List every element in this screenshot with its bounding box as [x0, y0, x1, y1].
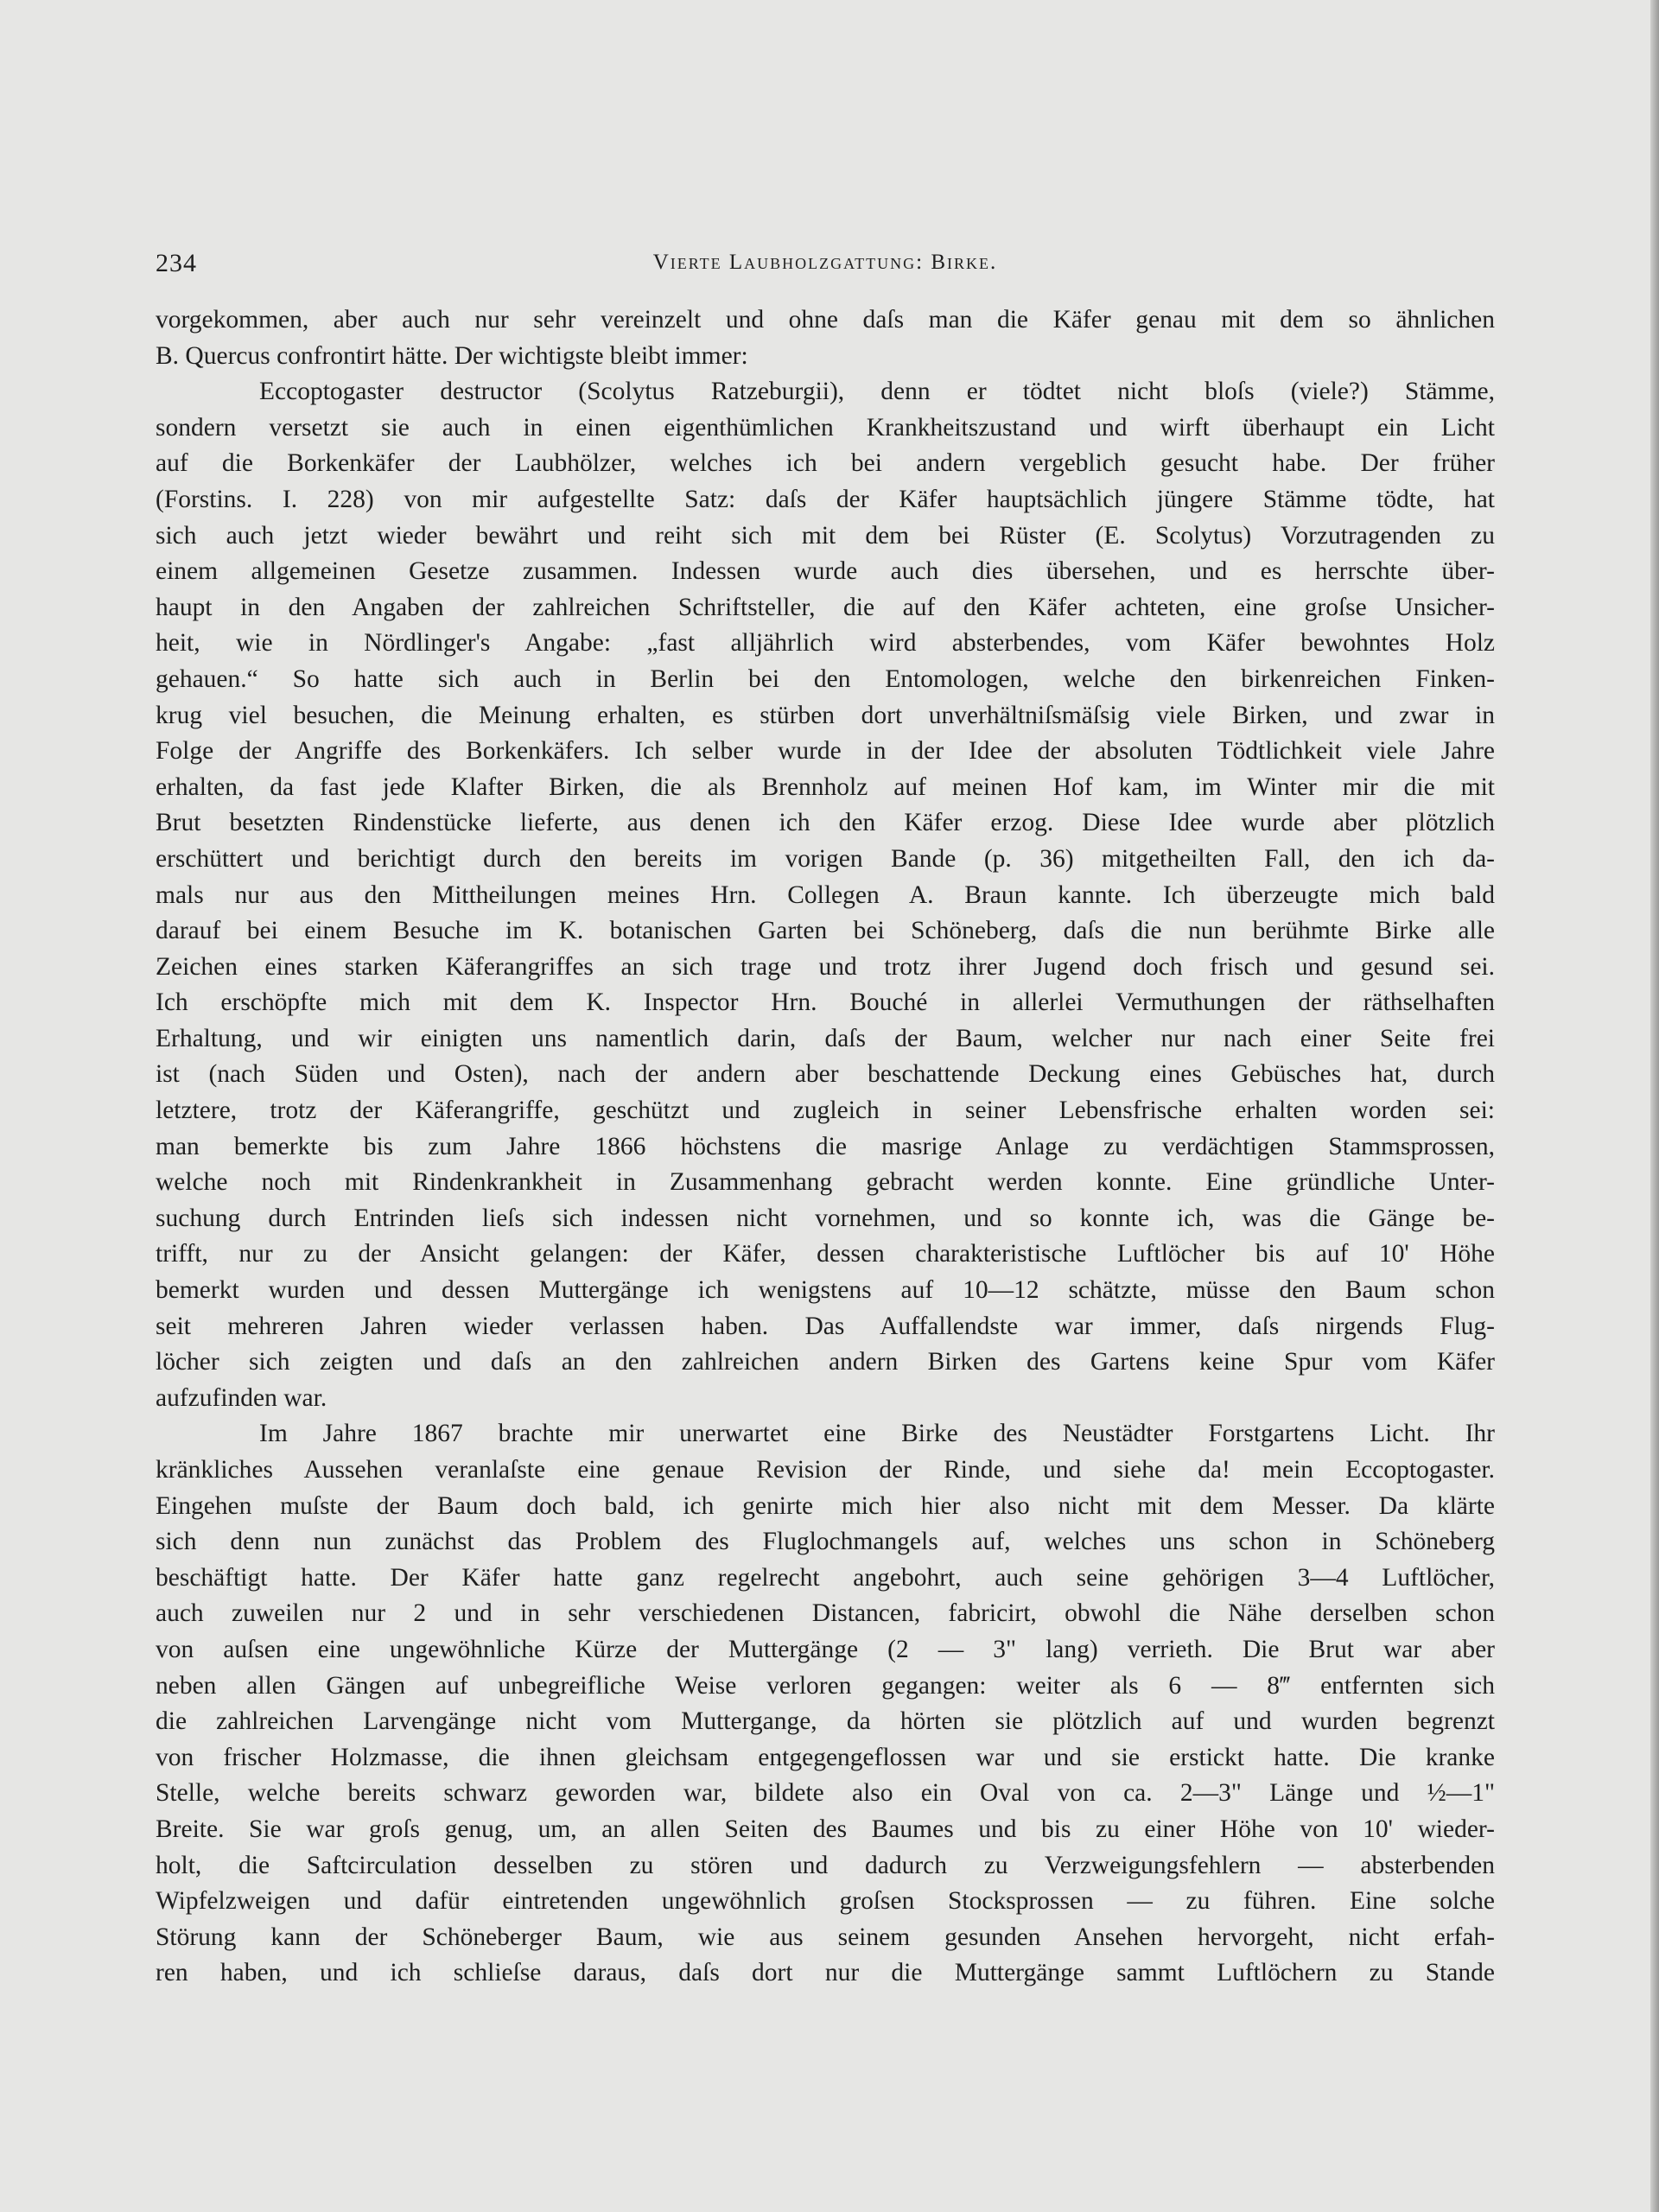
text-line: Eingehen muſste der Baum doch bald, ich genirte mich hier also nicht mit dem Messer. Da klärte — [156, 1491, 1495, 1520]
text-line: neben allen Gängen auf unbegreifliche Weise verloren gegangen: weiter als 6 — 8‴ entfernten sich — [156, 1671, 1495, 1700]
text-line: gehauen.“ So hatte sich auch in Berlin bei den Entomologen, welche den birkenreichen Finken- — [156, 664, 1495, 693]
text-line: Im Jahre 1867 brachte mir unerwartet eine Birke des Neustädter Forstgartens Licht. Ihr — [259, 1420, 1495, 1448]
text-line: seit mehreren Jahren wieder verlassen haben. Das Auffallendste war immer, daſs nirgends Flug- — [156, 1312, 1495, 1340]
running-title: Vierte Laubholzgattung: Birke. — [652, 251, 998, 274]
text-line: Ich erschöpfte mich mit dem K. Inspector Hrn. Bouché in allerlei Vermuthungen der räthselhaften — [156, 988, 1495, 1017]
text-line: sich denn nun zunächst das Problem des Fluglochmangels auf, welches uns schon in Schöneberg — [156, 1528, 1495, 1556]
text-line: vorgekommen, aber auch nur sehr vereinzelt und ohne daſs man die Käfer genau mit dem so ähnlichen — [156, 306, 1495, 334]
text-line: B. Quercus confrontirt hätte. Der wichtigste bleibt immer: — [156, 341, 748, 370]
text-line: welche noch mit Rindenkrankheit in Zusammenhang gebracht werden konnte. Eine gründliche Unter- — [156, 1168, 1495, 1197]
text-line: die zahlreichen Larvengänge nicht vom Muttergange, da hörten sie plötzlich auf und wurden begrenzt — [156, 1707, 1495, 1736]
page-edge — [1650, 0, 1659, 2212]
text-line: Stelle, welche bereits schwarz geworden war, bildete also ein Oval von ca. 2—3" Länge und ½—1" — [156, 1779, 1495, 1808]
page-number: 234 — [156, 249, 197, 277]
text-line: auch zuweilen nur 2 und in sehr verschiedenen Distancen, fabricirt, obwohl die Nähe derselben schon — [156, 1599, 1495, 1628]
text-line: sich auch jetzt wieder bewährt und reiht sich mit dem bei Rüster (E. Scolytus) Vorzutragenden zu — [156, 521, 1495, 550]
text-line: sondern versetzt sie auch in einen eigenthümlichen Krankheitszustand und wirft überhaupt ein Licht — [156, 413, 1495, 442]
paragraph — [156, 302, 1495, 374]
text-line: beschäftigt hatte. Der Käfer hatte ganz regelrecht angebohrt, auch seine gehörigen 3—4 Luftlöcher, — [156, 1563, 1495, 1592]
text-line: einem allgemeinen Gesetze zusammen. Indessen wurde auch dies übersehen, und es herrschte über- — [156, 557, 1495, 586]
text-line: trifft, nur zu der Ansicht gelangen: der Käfer, dessen charakteristische Luftlöcher bis auf 10' Höhe — [156, 1240, 1495, 1268]
text-line: von auſsen eine ungewöhnliche Kürze der Muttergänge (2 — 3" lang) verrieth. Die Brut war aber — [156, 1635, 1495, 1663]
text-line: man bemerkte bis zum Jahre 1866 höchstens die masrige Anlage zu verdächtigen Stammsprossen, — [156, 1132, 1495, 1160]
text-line: kränkliches Aussehen veranlaſste eine genaue Revision der Rinde, und siehe da! mein Eccoptogaster. — [156, 1456, 1495, 1484]
body-text — [156, 302, 1495, 1992]
text-line: krug viel besuchen, die Meinung erhalten, es stürben dort unverhältniſsmäſsig viele Birken, und zwar in — [156, 701, 1495, 729]
paragraph — [156, 374, 1495, 1416]
text-line: Eccoptogaster destructor (Scolytus Ratzeburgii), denn er tödtet nicht bloſs (viele?) Stämme, — [259, 378, 1495, 406]
text-line: bemerkt wurden und dessen Muttergänge ich wenigstens auf 10—12 schätzte, müsse den Baum schon — [156, 1276, 1495, 1305]
text-line: Brut besetzten Rindenstücke lieferte, aus denen ich den Käfer erzog. Diese Idee wurde aber plötzlich — [156, 809, 1495, 837]
text-line: holt, die Saftcirculation desselben zu stören und dadurch zu Verzweigungsfehlern — absterbenden — [156, 1851, 1495, 1879]
text-line: heit, wie in Nördlinger's Angabe: „fast alljährlich wird absterbendes, vom Käfer bewohntes Holz — [156, 629, 1495, 658]
text-line: Störung kann der Schöneberger Baum, wie aus seinem gesunden Ansehen hervorgeht, nicht erfah- — [156, 1923, 1495, 1951]
text-line: haupt in den Angaben der zahlreichen Schriftsteller, die auf den Käfer achteten, eine groſse Unsicher- — [156, 593, 1495, 621]
text-line: erschüttert und berichtigt durch den bereits im vorigen Bande (p. 36) mitgetheilten Fall, den ich da- — [156, 844, 1495, 873]
text-line: Wipfelzweigen und dafür eintretenden ungewöhnlich groſsen Stocksprossen — zu führen. Eine solche — [156, 1887, 1495, 1916]
text-line: löcher sich zeigten und daſs an den zahlreichen andern Birken des Gartens keine Spur vom Käfer — [156, 1348, 1495, 1376]
text-line: Breite. Sie war groſs genug, um, an allen Seiten des Baumes und bis zu einer Höhe von 10' wieder- — [156, 1815, 1495, 1843]
text-line: aufzufinden war. — [156, 1383, 327, 1412]
text-line: (Forstins. I. 228) von mir aufgestellte Satz: daſs der Käfer hauptsächlich jüngere Stämme tödte, hat — [156, 485, 1495, 513]
text-line: mals nur aus den Mittheilungen meines Hrn. Collegen A. Braun kannte. Ich überzeugte mich bald — [156, 880, 1495, 909]
text-line: Erhaltung, und wir einigten uns namentlich darin, daſs der Baum, welcher nur nach einer Seite frei — [156, 1024, 1495, 1052]
text-line: letztere, trotz der Käferangriffe, geschützt und zugleich in seiner Lebensfrische erhalten worden sei: — [156, 1096, 1495, 1125]
text-line: ist (nach Süden und Osten), nach der andern aber beschattende Deckung eines Gebüsches hat, durch — [156, 1060, 1495, 1089]
text-line: darauf bei einem Besuche im K. botanischen Garten bei Schöneberg, daſs die nun berühmte Birke alle — [156, 917, 1495, 945]
text-line: ren haben, und ich schlieſse daraus, daſs dort nur die Muttergänge sammt Luftlöchern zu Stande — [156, 1959, 1495, 1987]
page-header — [156, 249, 1495, 283]
text-line: auf die Borkenkäfer der Laubhölzer, welches ich bei andern vergeblich gesucht habe. Der früher — [156, 449, 1495, 478]
text-line: Zeichen eines starken Käferangriffes an sich trage und trotz ihrer Jugend doch frisch und gesund sei. — [156, 952, 1495, 981]
text-line: Folge der Angriffe des Borkenkäfers. Ich selber wurde in der Idee der absoluten Tödtlichkeit viele Jahre — [156, 737, 1495, 766]
text-line: suchung durch Entrinden lieſs sich indessen nicht vornehmen, und so konnte ich, was die Gänge be- — [156, 1204, 1495, 1232]
text-line: von frischer Holzmasse, die ihnen gleichsam entgegengeflossen war und sie erstickt hatte. Die kranke — [156, 1743, 1495, 1771]
text-line: erhalten, da fast jede Klafter Birken, die als Brennholz auf meinen Hof kam, im Winter mir die mit — [156, 772, 1495, 801]
paragraph — [156, 1416, 1495, 1992]
